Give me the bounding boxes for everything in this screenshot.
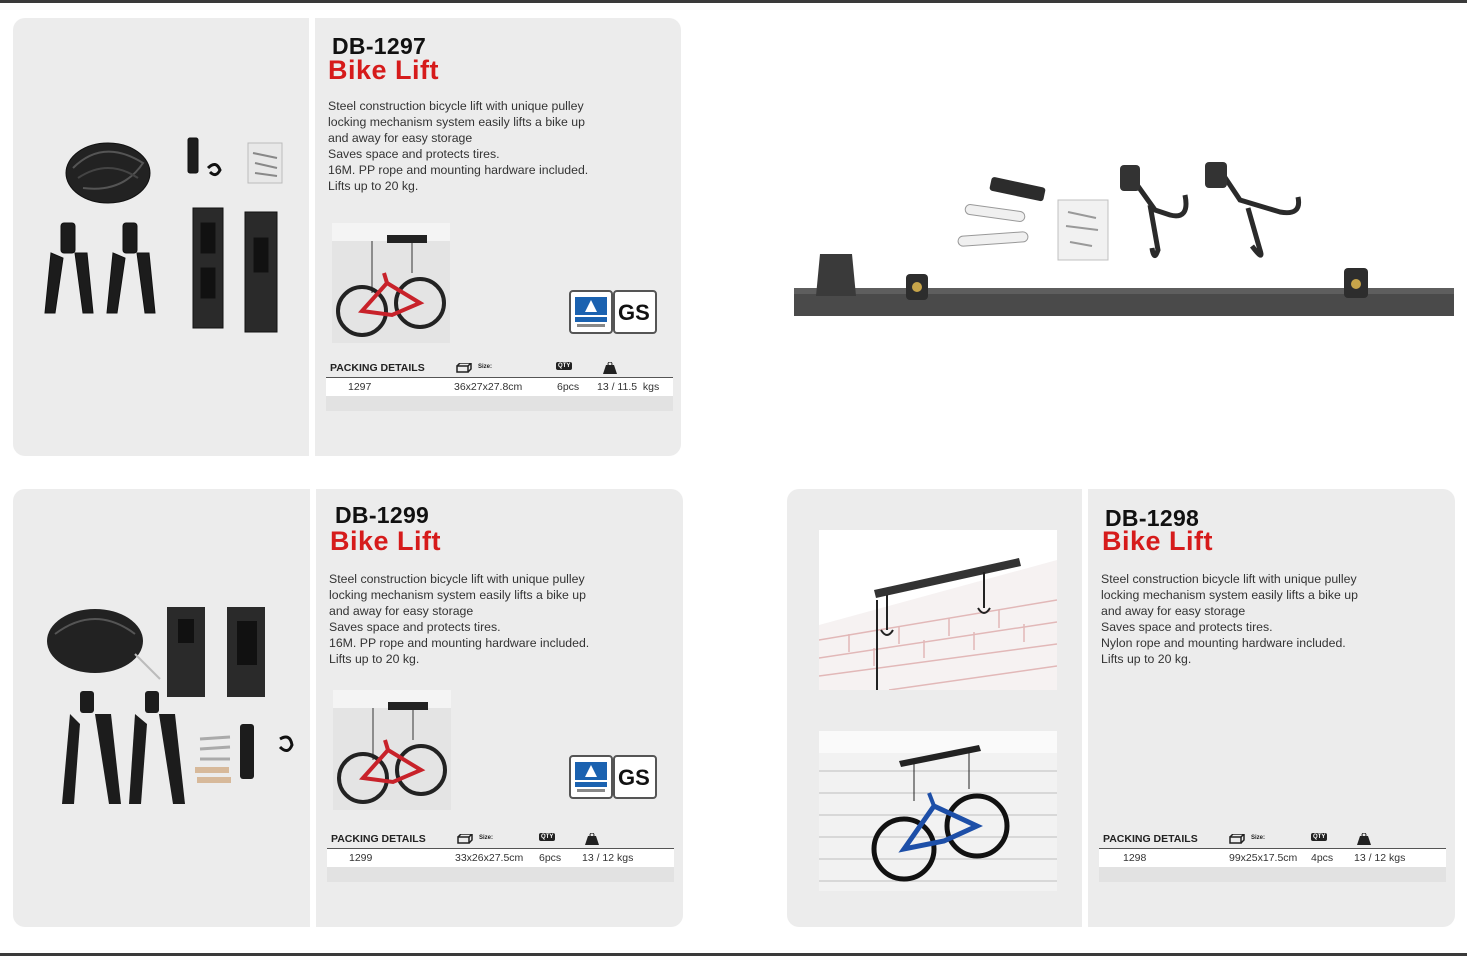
weight-icon	[603, 362, 617, 374]
description-line: Lifts up to 20 kg.	[328, 179, 419, 193]
packing-header	[1099, 831, 1446, 849]
product-parts-image	[35, 599, 305, 814]
product-name: Bike Lift	[330, 526, 442, 556]
description-line: and away for easy storage	[1101, 604, 1246, 618]
product-card-db1299	[13, 489, 683, 927]
description-line: locking mechanism system easily lifts a bike up	[329, 588, 586, 602]
packing-qty: 6pcs	[557, 381, 580, 393]
description-line: 16M. PP rope and mounting hardware included.	[328, 163, 589, 177]
packing-blank-row	[1099, 867, 1446, 882]
packing-item: 1297	[348, 381, 372, 393]
product-description	[1101, 571, 1401, 667]
usage-photo	[332, 223, 450, 343]
description-line: Steel construction bicycle lift with unique pulley	[328, 99, 584, 113]
packing-size: 36x27x27.8cm	[454, 381, 523, 393]
packing-details-table	[327, 831, 674, 882]
product-code: DB-1299	[335, 502, 430, 528]
usage-photo	[333, 690, 451, 810]
packing-heading: PACKING DETAILS	[330, 362, 425, 374]
description-line: Saves space and protects tires.	[328, 147, 500, 161]
packing-heading: PACKING DETAILS	[331, 833, 426, 845]
qty-icon: QTY	[558, 363, 571, 369]
description-line: Lifts up to 20 kg.	[329, 652, 420, 666]
weight-icon	[1357, 833, 1371, 845]
product-card-db1297	[13, 18, 681, 456]
description-line: Nylon rope and mounting hardware included.	[1101, 636, 1346, 650]
box-icon	[1229, 833, 1245, 845]
size-label: Size:	[478, 364, 493, 370]
packing-header	[327, 831, 674, 849]
description-line: locking mechanism system easily lifts a bike up	[1101, 588, 1358, 602]
packing-row	[326, 378, 673, 396]
packing-blank-row	[327, 867, 674, 882]
description-line: Lifts up to 20 kg.	[1101, 652, 1192, 666]
product-code: DB-1298	[1105, 505, 1200, 531]
packing-qty: 4pcs	[1311, 852, 1334, 864]
packing-details-table	[1099, 831, 1446, 882]
description-line: Saves space and protects tires.	[1101, 620, 1273, 634]
installation-photo-with-bike	[819, 731, 1057, 891]
card-divider	[310, 489, 316, 927]
qty-icon: QTY	[1313, 834, 1326, 840]
tuv-badge-icon	[569, 290, 613, 334]
packing-row	[327, 849, 674, 867]
description-line: and away for easy storage	[329, 604, 474, 618]
packing-size: 99x25x17.5cm	[1229, 852, 1298, 864]
card-divider	[309, 18, 315, 456]
packing-weight: 13 / 11.5 kgs	[597, 381, 660, 393]
packing-weight: 13 / 12 kgs	[1354, 852, 1406, 864]
product-name: Bike Lift	[328, 55, 440, 85]
svg-text:GS: GS	[618, 765, 650, 790]
card-divider	[1082, 489, 1088, 927]
packing-header	[326, 360, 673, 378]
description-line: Steel construction bicycle lift with unique pulley	[1101, 572, 1357, 586]
packing-item: 1299	[349, 852, 373, 864]
top-rule	[0, 0, 1467, 3]
packing-weight: 13 / 12 kgs	[582, 852, 634, 864]
ceiling-bar-product-image	[780, 150, 1460, 330]
tuv-badge-icon	[569, 755, 613, 799]
weight-icon	[585, 833, 599, 845]
installation-photo-empty	[819, 530, 1057, 690]
description-line: and away for easy storage	[328, 131, 473, 145]
gs-badge-icon	[613, 755, 657, 799]
product-card-db1298	[787, 489, 1455, 927]
size-label: Size:	[479, 835, 494, 841]
product-code: DB-1297	[332, 33, 427, 59]
product-description	[329, 571, 629, 667]
description-line: Steel construction bicycle lift with unique pulley	[329, 572, 585, 586]
size-label: Size:	[1251, 835, 1266, 841]
packing-blank-row	[326, 396, 673, 411]
box-icon	[456, 362, 472, 374]
svg-text:GS: GS	[618, 300, 650, 325]
product-name: Bike Lift	[1102, 526, 1214, 556]
packing-row	[1099, 849, 1446, 867]
packing-size: 33x26x27.5cm	[455, 852, 524, 864]
gs-badge-icon	[613, 290, 657, 334]
box-icon	[457, 833, 473, 845]
packing-item: 1298	[1123, 852, 1147, 864]
description-line: locking mechanism system easily lifts a bike up	[328, 115, 585, 129]
product-description	[328, 98, 628, 194]
packing-qty: 6pcs	[539, 852, 562, 864]
qty-icon: QTY	[541, 834, 554, 840]
packing-heading: PACKING DETAILS	[1103, 833, 1198, 845]
product-parts-image	[33, 128, 303, 358]
packing-details-table	[326, 360, 673, 411]
description-line: 16M. PP rope and mounting hardware included.	[329, 636, 590, 650]
description-line: Saves space and protects tires.	[329, 620, 501, 634]
